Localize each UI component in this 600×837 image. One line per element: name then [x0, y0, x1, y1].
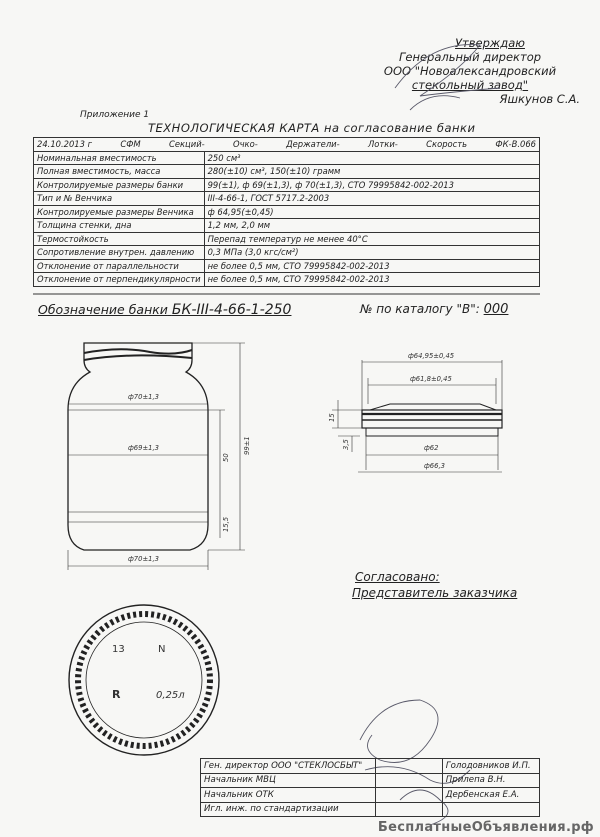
jar-bottom-diameter: ф70±1,3: [128, 555, 159, 563]
table-row: Полная вместимость, масса 280(±10) см³, 150(±10) грамм: [34, 165, 540, 179]
bottom-mark-number: 13: [112, 644, 125, 655]
bottom-mark-letter: N: [158, 644, 166, 655]
approval-line-4: стекольный завод": [411, 78, 529, 92]
bottom-mark-volume: 0,25л: [156, 690, 185, 701]
table-row: Контролируемые размеры Венчика ф 64,95(±0,45): [34, 205, 540, 219]
jar-mid-height: 50: [222, 453, 230, 462]
table-row: Отклонение от параллельности не более 0,5 мм, СТО 79995842-002-2013: [34, 259, 540, 273]
jar-height: 99±1: [243, 436, 251, 455]
header-trays: Лотки-: [368, 139, 398, 150]
designation-label: Обозначение банки: [38, 302, 168, 317]
appendix-label: Приложение 1: [80, 110, 150, 120]
jar-bottom-drawing: [69, 605, 219, 755]
table-row: Контролируемые размеры банки 99(±1), ф 69(±1,3), ф 70(±1,3), СТО 79995842-002-2013: [34, 178, 540, 192]
header-holders: Держатели-: [286, 139, 340, 150]
bottom-mark-logo: R: [112, 688, 121, 701]
page-title: ТЕХНОЛОГИЧЕСКАЯ КАРТА на согласование банки: [148, 121, 476, 135]
site-watermark: БесплатныеОбъявления.рф: [377, 820, 594, 835]
header-sections: Секций-: [169, 139, 205, 150]
table-row: Сопротивление внутрен. давлению 0,3 МПа (3,0 кгс/см²): [34, 246, 540, 260]
agreed-label: Согласовано:: [355, 570, 440, 584]
signature-table: [200, 758, 540, 817]
finish-drawing: [362, 404, 502, 436]
header-code: ФК-В.066: [495, 139, 536, 150]
table-row: Начальник ОТК Дербенская Е.А.: [201, 788, 540, 803]
customer-representative: Представитель заказчика: [352, 586, 518, 600]
finish-diameter-4: ф66,3: [424, 462, 445, 470]
table-row: Игл. инж. по стандартизации: [201, 802, 540, 817]
table-row: Термостойкость Перепад температур не менее 40°С: [34, 232, 540, 246]
header-speed: Скорость: [426, 139, 468, 150]
finish-diameter-3: ф62: [424, 444, 439, 452]
table-row: Тип и № Венчика III-4-66-1, ГОСТ 5717.2-2003: [34, 192, 540, 206]
table-row: Ген. директор ООО "СТЕКЛОСБЫТ" Голодовников И.П.: [201, 759, 540, 774]
finish-height-1: 15: [328, 413, 336, 422]
approval-line-2: Генеральный директор: [398, 50, 542, 64]
approval-signer: Яшкунов С.А.: [499, 92, 580, 106]
header-points: Очко-: [233, 139, 258, 150]
signature-approval: [395, 45, 500, 110]
table-row: Отклонение от перпендикулярности не более 0,5 мм, СТО 79995842-002-2013: [34, 273, 540, 287]
catalog-label: № по каталогу "В":: [360, 302, 480, 316]
finish-diameter-1: ф64,95±0,45: [408, 352, 455, 360]
jar-top-diameter: ф70±1,3: [128, 393, 159, 401]
table-row: Номинальная вместимость 250 см³: [34, 151, 540, 165]
designation-value: БК-III-4-66-1-250: [171, 302, 292, 318]
jar-mid-diameter: ф69±1,3: [128, 444, 159, 452]
table-row: Толщина стенки, дна 1,2 мм, 2,0 мм: [34, 219, 540, 233]
approval-line-1: Утверждаю: [455, 36, 525, 50]
header-sfm: СФМ: [120, 139, 141, 150]
table-row: Начальник МВЦ Прилепа В.Н.: [201, 773, 540, 788]
finish-diameter-2: ф61,8±0,45: [410, 375, 452, 383]
finish-height-2: 3,5: [342, 439, 350, 450]
jar-dimension-lines: [68, 343, 245, 570]
header-date: 24.10.2013 г: [37, 139, 93, 150]
approval-line-3: ООО "Новоалександровский: [383, 64, 557, 78]
catalog-value: 000: [483, 302, 509, 317]
jar-bottom-height: 15,5: [222, 516, 230, 532]
